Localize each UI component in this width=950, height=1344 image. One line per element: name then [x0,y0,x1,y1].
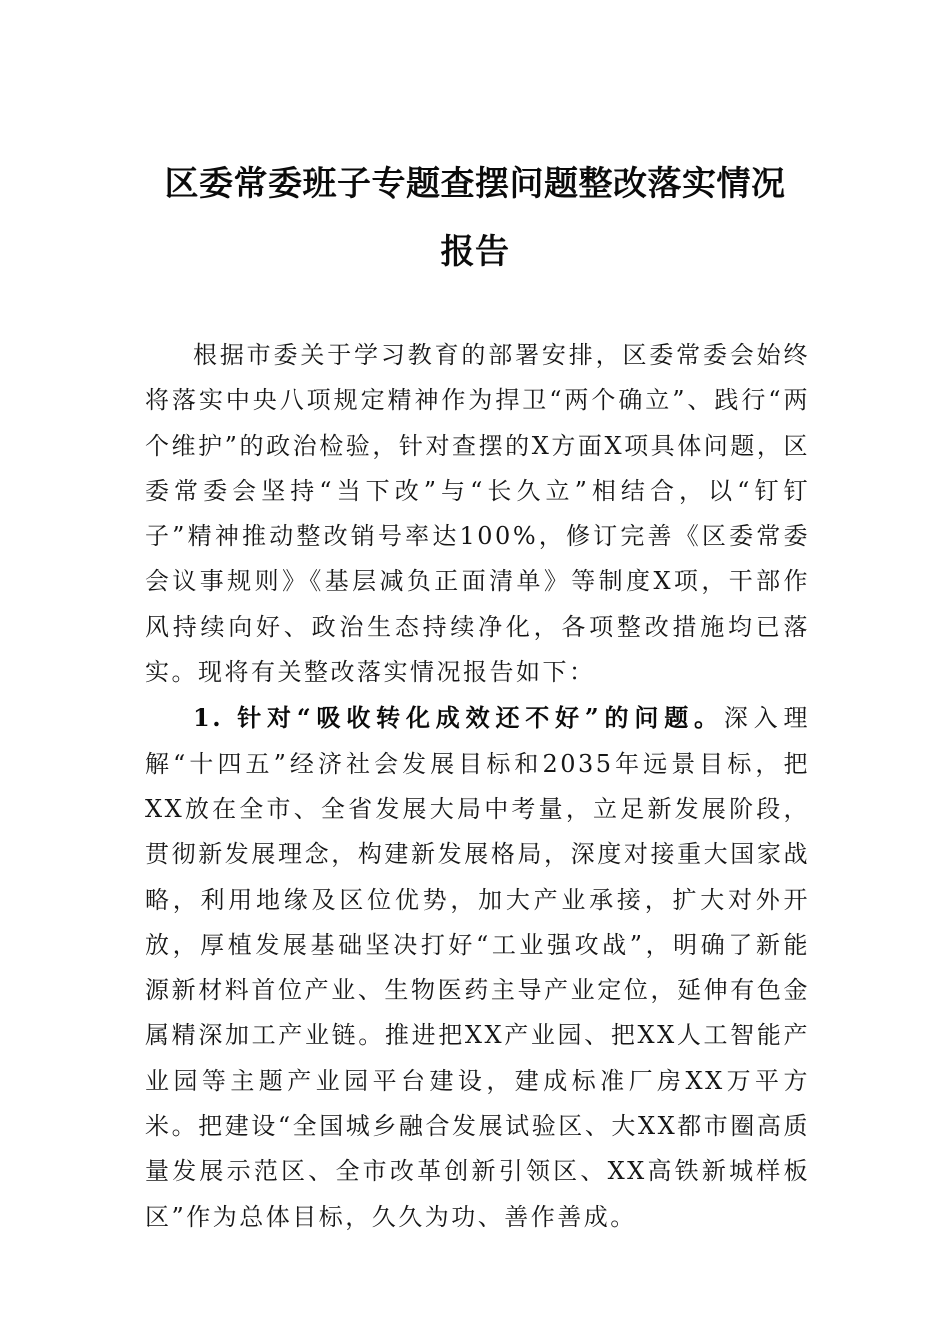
item-1-body: 深入理解“十四五”经济社会发展目标和2035年远景目标，把XX放在全市、全省发展大局中考量，立足新发展阶段，贯彻新发展理念，构建新发展格局，深度对接重大国家战略，利用地缘及区位优势，加大产业承接，扩大对外开放，厚植发展基础坚决打好“工业强攻战”，明确了新能源新材料首位产业、生物医药主导产业定位，延伸有色金属精深加工产业链。推进把XX产业园、把XX人工智能产业园等主题产业园平台建设，建成标准厂房XX万平方米。把建设“全国城乡融合发展试验区、大XX都市圈高质量发展示范区、全市改革创新引领区、XX高铁新城样板区”作为总体目标，久久为功、善作善成。 [145,704,810,1231]
document-body [145,333,810,1240]
document-title-line-2: 报告 [440,232,510,272]
intro-paragraph: 根据市委关于学习教育的部署安排，区委常委会始终将落实中央八项规定精神作为捍卫“两个确立”、践行“两个维护”的政治检验，针对查摆的X方面X项具体问题，区委常委会坚持“当下改”与“长久立”相结合，以“钉钉子”精神推动整改销号率达100%，修订完善《区委常委会议事规则》《基层减负正面清单》等制度X项，干部作风持续向好、政治生态持续净化，各项整改措施均已落实。现将有关整改落实情况报告如下： [145,341,810,687]
item-1-paragraph [145,695,810,1240]
document-title-line-1: 区委常委班子专题查摆问题整改落实情况 [164,164,786,204]
item-1-heading: 1. 针对“吸收转化成效还不好”的问题。 [193,703,724,733]
